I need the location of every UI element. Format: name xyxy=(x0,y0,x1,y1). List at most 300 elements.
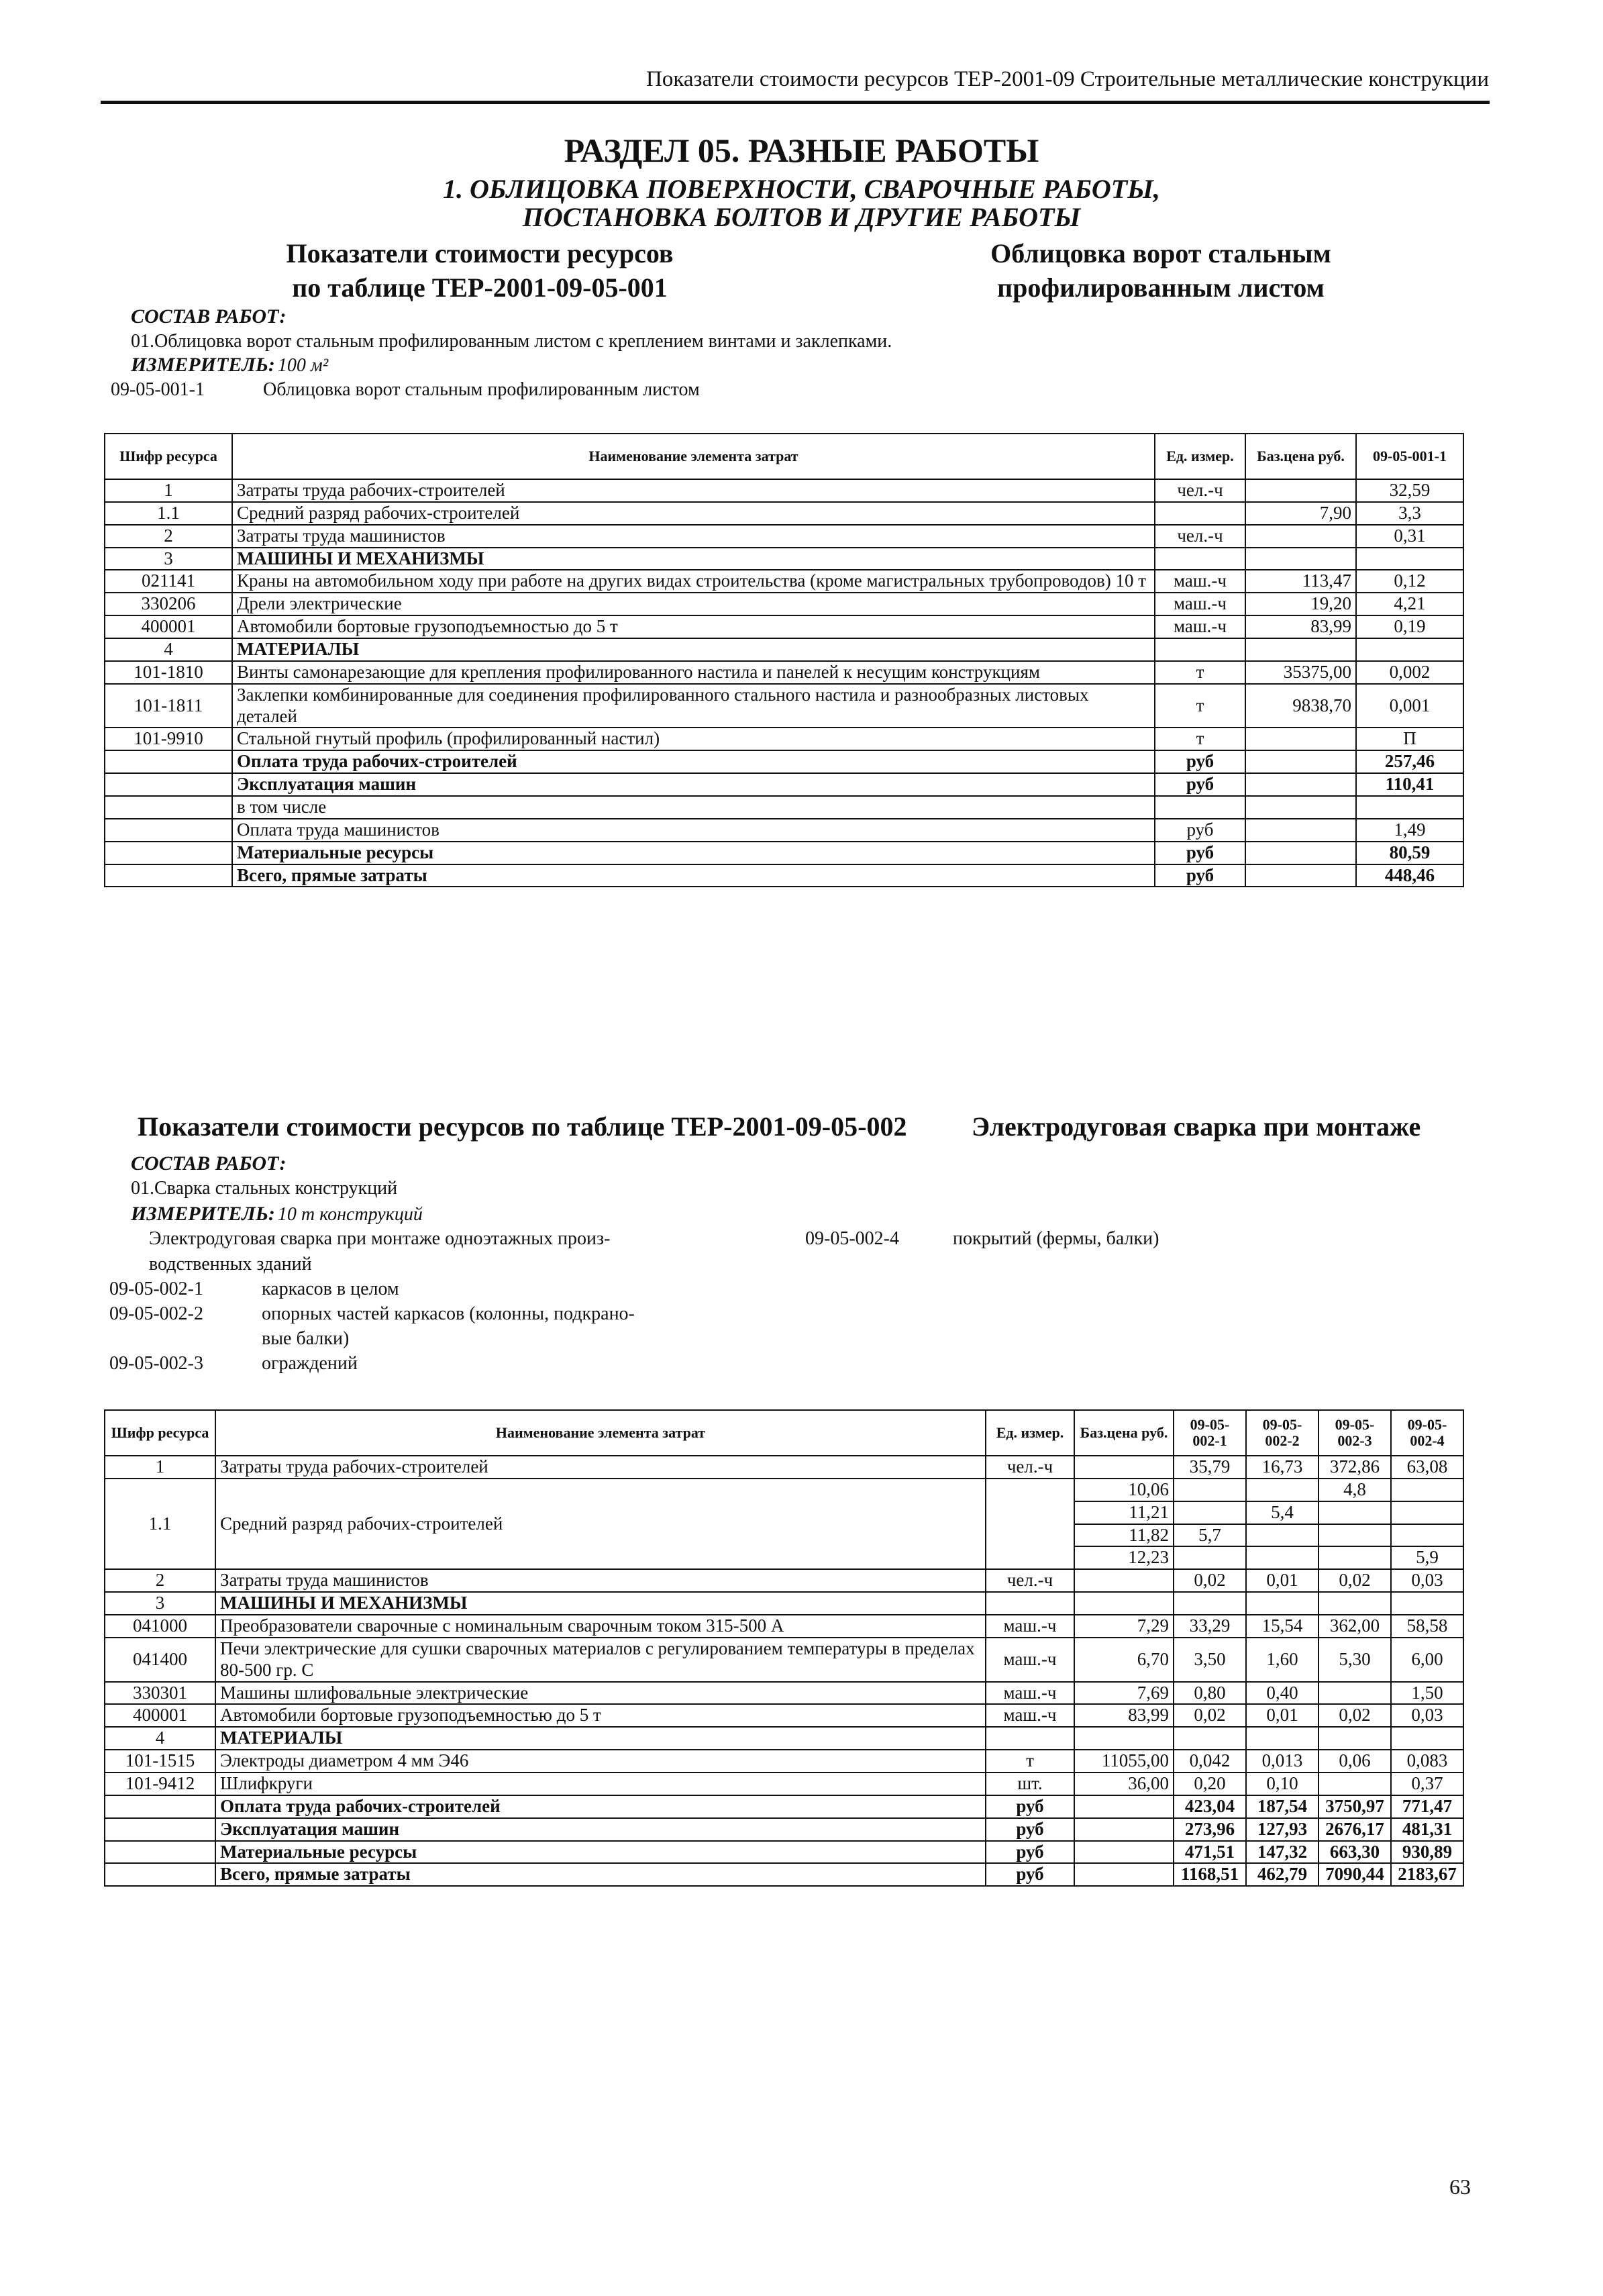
cell-value: 4,21 xyxy=(1356,593,1463,615)
cell-value-4: 0,03 xyxy=(1391,1704,1463,1727)
cell-unit: т xyxy=(1155,728,1245,750)
cell-value-3: 663,30 xyxy=(1318,1841,1391,1864)
table-row xyxy=(105,1456,1463,1479)
cell-price: 10,06 xyxy=(1074,1479,1174,1501)
cell-unit: маш.-ч xyxy=(986,1615,1074,1638)
col-header-value-1: 09-05-002-1 xyxy=(1174,1410,1246,1456)
cell-price xyxy=(1245,796,1356,819)
cell-value-2 xyxy=(1246,1727,1318,1750)
cell-name: Краны на автомобильном ходу при работе на других видах строительства (кроме магистральных трубопроводов) 10 т xyxy=(232,570,1155,593)
cell-price: 6,70 xyxy=(1074,1638,1174,1682)
summary-row xyxy=(105,1863,1463,1886)
work-name-2: Электродуговая сварка при монтаже xyxy=(972,1111,1421,1142)
cell-price: 11,21 xyxy=(1074,1501,1174,1524)
cell-value: 80,59 xyxy=(1356,842,1463,864)
composition-text-2: 01.Сварка стальных конструкций xyxy=(131,1178,398,1199)
cell-code: 101-1810 xyxy=(105,661,232,684)
cell-unit: шт. xyxy=(986,1773,1074,1795)
measure-line-1 xyxy=(131,354,328,377)
cell-unit: чел.-ч xyxy=(986,1456,1074,1479)
cell-value-2: 462,79 xyxy=(1246,1863,1318,1886)
cell-unit: руб xyxy=(986,1795,1074,1818)
summary-row xyxy=(105,1841,1463,1864)
cell-price: 19,20 xyxy=(1245,593,1356,615)
cell-value-3: 0,06 xyxy=(1318,1750,1391,1773)
cell-price: 7,29 xyxy=(1074,1615,1174,1638)
cell-price xyxy=(1245,864,1356,887)
cell-code xyxy=(105,842,232,864)
cell-value-1: 0,20 xyxy=(1174,1773,1246,1795)
cell-name: МАШИНЫ И МЕХАНИЗМЫ xyxy=(232,548,1155,570)
cell-name: Всего, прямые затраты xyxy=(232,864,1155,887)
measure-value-1: 100 м² xyxy=(277,355,329,376)
cell-value-2: 15,54 xyxy=(1246,1615,1318,1638)
cell-price xyxy=(1245,548,1356,570)
cell-value-4: 6,00 xyxy=(1391,1638,1463,1682)
cell-unit: маш.-ч xyxy=(1155,593,1245,615)
cell-code: 4 xyxy=(105,638,232,661)
cell-value-4: 930,89 xyxy=(1391,1841,1463,1864)
cell-value-4: 771,47 xyxy=(1391,1795,1463,1818)
cell-name: в том числе xyxy=(232,796,1155,819)
cell-value-2: 5,4 xyxy=(1246,1501,1318,1524)
cell-unit: т xyxy=(1155,661,1245,684)
cell-value-2 xyxy=(1246,1592,1318,1615)
cell-price xyxy=(1074,1795,1174,1818)
cell-value: 0,19 xyxy=(1356,615,1463,638)
cell-value-3: 4,8 xyxy=(1318,1479,1391,1501)
table-row xyxy=(105,1615,1463,1638)
cell-value-1: 5,7 xyxy=(1174,1524,1246,1547)
work-name-1-line1: Облицовка ворот стальным xyxy=(990,238,1331,268)
table-row xyxy=(105,570,1463,593)
cell-name: Материальные ресурсы xyxy=(232,842,1155,864)
cell-code: 3 xyxy=(105,1592,215,1615)
cell-name: МАТЕРИАЛЫ xyxy=(232,638,1155,661)
cell-name: Оплата труда рабочих-строителей xyxy=(232,750,1155,773)
cell-value-3 xyxy=(1318,1682,1391,1705)
cell-value-2: 127,93 xyxy=(1246,1818,1318,1841)
cell-code: 330301 xyxy=(105,1682,215,1705)
cell-value-3 xyxy=(1318,1727,1391,1750)
cell-value xyxy=(1356,796,1463,819)
table-row xyxy=(105,1727,1463,1750)
cell-price xyxy=(1074,1818,1174,1841)
section-title: РАЗДЕЛ 05. РАЗНЫЕ РАБОТЫ xyxy=(564,132,1039,169)
cost-table-1 xyxy=(104,433,1464,887)
cell-value-2 xyxy=(1246,1546,1318,1569)
cell-price: 11055,00 xyxy=(1074,1750,1174,1773)
cell-price xyxy=(1074,1569,1174,1592)
cell-price xyxy=(1245,773,1356,796)
summary-row xyxy=(105,842,1463,864)
cell-value-2 xyxy=(1246,1479,1318,1501)
code-2-2: 09-05-002-2 xyxy=(109,1303,203,1324)
cell-value-3 xyxy=(1318,1773,1391,1795)
table-row xyxy=(105,502,1463,525)
table-row xyxy=(105,728,1463,750)
cell-code: 101-9910 xyxy=(105,728,232,750)
table-row xyxy=(105,593,1463,615)
cell-price xyxy=(1245,525,1356,548)
cell-value-4: 0,03 xyxy=(1391,1569,1463,1592)
cell-price xyxy=(1245,842,1356,864)
cell-value-1: 0,042 xyxy=(1174,1750,1246,1773)
cell-value-2: 0,01 xyxy=(1246,1569,1318,1592)
cell-value-4: 481,31 xyxy=(1391,1818,1463,1841)
cell-code: 400001 xyxy=(105,615,232,638)
cell-unit: руб xyxy=(1155,819,1245,842)
cell-price xyxy=(1245,479,1356,502)
code-2-1-desc: каркасов в целом xyxy=(262,1279,399,1299)
table-row xyxy=(105,615,1463,638)
subsection-title-line2: ПОСТАНОВКА БОЛТОВ И ДРУГИЕ РАБОТЫ xyxy=(522,202,1081,232)
cell-value: 3,3 xyxy=(1356,502,1463,525)
desc-2-line2: водственных зданий xyxy=(149,1254,312,1275)
cell-unit: чел.-ч xyxy=(1155,479,1245,502)
cell-name: Затраты труда рабочих-строителей xyxy=(215,1456,986,1479)
measure-label-1: ИЗМЕРИТЕЛЬ: xyxy=(131,354,275,376)
cell-name: Эксплуатация машин xyxy=(232,773,1155,796)
cell-value-4: 5,9 xyxy=(1391,1546,1463,1569)
table-header-row xyxy=(105,434,1463,479)
cell-price xyxy=(1245,819,1356,842)
cell-code: 041400 xyxy=(105,1638,215,1682)
code-1: 09-05-001-1 xyxy=(111,379,205,400)
cell-name: Автомобили бортовые грузоподъемностью до 5 т xyxy=(215,1704,986,1727)
cell-unit: руб xyxy=(986,1841,1074,1864)
cell-name: Преобразователи сварочные с номинальным сварочным током 315-500 А xyxy=(215,1615,986,1638)
cell-name: Средний разряд рабочих-строителей xyxy=(232,502,1155,525)
cell-name: Дрели электрические xyxy=(232,593,1155,615)
cell-price xyxy=(1245,728,1356,750)
col-header-unit: Ед. измер. xyxy=(986,1410,1074,1456)
cell-code: 1.1 xyxy=(105,1479,215,1569)
cell-code: 3 xyxy=(105,548,232,570)
col-header-price: Баз.цена руб. xyxy=(1245,434,1356,479)
table-row xyxy=(105,1750,1463,1773)
cell-value-4 xyxy=(1391,1479,1463,1501)
cell-value-1: 0,02 xyxy=(1174,1569,1246,1592)
cell-value-2: 1,60 xyxy=(1246,1638,1318,1682)
indicator-title-1-line2: по таблице ТЕР-2001-09-05-001 xyxy=(292,272,668,303)
cell-value-2: 0,40 xyxy=(1246,1682,1318,1705)
cell-value-4: 63,08 xyxy=(1391,1456,1463,1479)
table-row xyxy=(105,1569,1463,1592)
col-header-value-2: 09-05-002-2 xyxy=(1246,1410,1318,1456)
cell-value: 0,12 xyxy=(1356,570,1463,593)
page-header: Показатели стоимости ресурсов ТЕР-2001-09 Строительные металлические конструкции xyxy=(646,67,1489,91)
composition-text-1: 01.Облицовка ворот стальным профилированным листом с креплением винтами и заклепками. xyxy=(131,331,892,352)
cell-price xyxy=(1074,1592,1174,1615)
cell-value-3 xyxy=(1318,1546,1391,1569)
col-header-value: 09-05-001-1 xyxy=(1356,434,1463,479)
cell-value-1: 35,79 xyxy=(1174,1456,1246,1479)
indicator-title-1 xyxy=(272,236,688,305)
cell-code: 1 xyxy=(105,1456,215,1479)
cell-unit: руб xyxy=(1155,842,1245,864)
summary-row xyxy=(105,750,1463,773)
col-header-code: Шифр ресурса xyxy=(105,1410,215,1456)
summary-row xyxy=(105,796,1463,819)
measure-label-2: ИЗМЕРИТЕЛЬ: xyxy=(131,1203,275,1225)
composition-label-2: СОСТАВ РАБОТ: xyxy=(131,1152,287,1175)
cell-name: Оплата труда рабочих-строителей xyxy=(215,1795,986,1818)
cell-unit: руб xyxy=(1155,773,1245,796)
col-header-unit: Ед. измер. xyxy=(1155,434,1245,479)
cell-price xyxy=(1245,750,1356,773)
summary-row xyxy=(105,819,1463,842)
cell-unit xyxy=(1155,548,1245,570)
cell-name: Шлифкруги xyxy=(215,1773,986,1795)
cell-code: 2 xyxy=(105,1569,215,1592)
cell-unit: т xyxy=(1155,684,1245,728)
cell-name: Электроды диаметром 4 мм Э46 xyxy=(215,1750,986,1773)
cell-value-3 xyxy=(1318,1524,1391,1547)
cost-table-2 xyxy=(104,1409,1464,1887)
table-row xyxy=(105,1638,1463,1682)
col-header-name: Наименование элемента затрат xyxy=(215,1410,986,1456)
cell-code xyxy=(105,796,232,819)
cell-unit: руб xyxy=(986,1818,1074,1841)
cell-name: МАТЕРИАЛЫ xyxy=(215,1727,986,1750)
cell-name: Материальные ресурсы xyxy=(215,1841,986,1864)
table-row xyxy=(105,1682,1463,1705)
cell-name: Винты самонарезающие для крепления профилированного настила и панелей к несущим конструкциям xyxy=(232,661,1155,684)
cell-price: 83,99 xyxy=(1074,1704,1174,1727)
indicator-title-1-line1: Показатели стоимости ресурсов xyxy=(286,238,674,268)
cell-code: 101-1515 xyxy=(105,1750,215,1773)
table-row xyxy=(105,1592,1463,1615)
cell-unit xyxy=(1155,502,1245,525)
cell-value-1: 3,50 xyxy=(1174,1638,1246,1682)
cell-value xyxy=(1356,548,1463,570)
cell-value-2: 0,01 xyxy=(1246,1704,1318,1727)
cell-name: Всего, прямые затраты xyxy=(215,1863,986,1886)
table-row xyxy=(105,638,1463,661)
cell-value-4 xyxy=(1391,1592,1463,1615)
cell-unit: маш.-ч xyxy=(1155,615,1245,638)
cell-value-1 xyxy=(1174,1592,1246,1615)
subsection-title-line1: 1. ОБЛИЦОВКА ПОВЕРХНОСТИ, СВАРОЧНЫЕ РАБОТЫ, xyxy=(443,174,1160,204)
cell-code: 101-1811 xyxy=(105,684,232,728)
cell-value-1: 0,02 xyxy=(1174,1704,1246,1727)
cell-value-1: 1168,51 xyxy=(1174,1863,1246,1886)
page-number: 63 xyxy=(1449,2175,1471,2199)
cell-value-4: 0,37 xyxy=(1391,1773,1463,1795)
cell-value-4 xyxy=(1391,1501,1463,1524)
cell-code: 400001 xyxy=(105,1704,215,1727)
cell-value-1: 0,80 xyxy=(1174,1682,1246,1705)
cell-value-1: 423,04 xyxy=(1174,1795,1246,1818)
cell-price: 7,90 xyxy=(1245,502,1356,525)
cell-value-2 xyxy=(1246,1524,1318,1547)
cell-code xyxy=(105,1841,215,1864)
cell-value: 110,41 xyxy=(1356,773,1463,796)
cell-value-1 xyxy=(1174,1546,1246,1569)
indicator-title-2: Показатели стоимости ресурсов по таблице ТЕР-2001-09-05-002 xyxy=(138,1111,907,1142)
code-2-3-desc: ограждений xyxy=(262,1353,358,1374)
cell-name: Затраты труда машинистов xyxy=(232,525,1155,548)
cell-unit xyxy=(986,1727,1074,1750)
table-row xyxy=(105,1479,1463,1501)
cell-name: Затраты труда рабочих-строителей xyxy=(232,479,1155,502)
cell-unit xyxy=(1155,638,1245,661)
cell-price: 11,82 xyxy=(1074,1524,1174,1547)
cell-value-1 xyxy=(1174,1727,1246,1750)
cell-name: Машины шлифовальные электрические xyxy=(215,1682,986,1705)
cell-name: Затраты труда машинистов xyxy=(215,1569,986,1592)
cell-name: Автомобили бортовые грузоподъемностью до 5 т xyxy=(232,615,1155,638)
measure-line-2 xyxy=(131,1203,423,1226)
header-rule xyxy=(101,101,1490,104)
cell-code xyxy=(105,819,232,842)
summary-row xyxy=(105,773,1463,796)
cell-value-3: 5,30 xyxy=(1318,1638,1391,1682)
cell-value-3 xyxy=(1318,1592,1391,1615)
cell-name: Оплата труда машинистов xyxy=(232,819,1155,842)
cell-code: 1 xyxy=(105,479,232,502)
cell-price: 113,47 xyxy=(1245,570,1356,593)
cell-unit: чел.-ч xyxy=(986,1569,1074,1592)
cell-code xyxy=(105,1863,215,1886)
cell-code: 041000 xyxy=(105,1615,215,1638)
cell-code: 2 xyxy=(105,525,232,548)
table-row xyxy=(105,548,1463,570)
cell-code: 330206 xyxy=(105,593,232,615)
cell-code: 101-9412 xyxy=(105,1773,215,1795)
table-row xyxy=(105,684,1463,728)
cell-price: 83,99 xyxy=(1245,615,1356,638)
cell-value-4 xyxy=(1391,1727,1463,1750)
cell-name: Заклепки комбинированные для соединения профилированного стального настила и разнообразных листовых деталей xyxy=(232,684,1155,728)
cell-value: 1,49 xyxy=(1356,819,1463,842)
cell-name: Средний разряд рабочих-строителей xyxy=(215,1479,986,1569)
cell-value-3: 3750,97 xyxy=(1318,1795,1391,1818)
cell-unit: чел.-ч xyxy=(1155,525,1245,548)
cell-value-3: 0,02 xyxy=(1318,1704,1391,1727)
cell-value-3: 372,86 xyxy=(1318,1456,1391,1479)
table-row xyxy=(105,1704,1463,1727)
work-name-1 xyxy=(973,236,1349,305)
code-2-2-desc: опорных частей каркасов (колонны, подкрано- xyxy=(262,1303,635,1324)
cell-value-2: 187,54 xyxy=(1246,1795,1318,1818)
cell-value: 0,31 xyxy=(1356,525,1463,548)
cell-unit: руб xyxy=(986,1863,1074,1886)
cell-value-4 xyxy=(1391,1524,1463,1547)
cell-price: 12,23 xyxy=(1074,1546,1174,1569)
col-header-value-4: 09-05-002-4 xyxy=(1391,1410,1463,1456)
cell-unit xyxy=(986,1479,1074,1569)
cell-value-3: 2676,17 xyxy=(1318,1818,1391,1841)
cell-unit xyxy=(986,1592,1074,1615)
cell-value xyxy=(1356,638,1463,661)
summary-row xyxy=(105,864,1463,887)
cell-price: 35375,00 xyxy=(1245,661,1356,684)
cell-value-4: 58,58 xyxy=(1391,1615,1463,1638)
col-header-price: Баз.цена руб. xyxy=(1074,1410,1174,1456)
cell-unit: маш.-ч xyxy=(986,1704,1074,1727)
col-header-name: Наименование элемента затрат xyxy=(232,434,1155,479)
cell-value-1: 471,51 xyxy=(1174,1841,1246,1864)
cell-value: 448,46 xyxy=(1356,864,1463,887)
work-name-1-line2: профилированным листом xyxy=(997,272,1325,303)
cell-unit xyxy=(1155,796,1245,819)
code-2-3: 09-05-002-3 xyxy=(109,1353,203,1374)
cell-value-3: 0,02 xyxy=(1318,1569,1391,1592)
cell-price: 7,69 xyxy=(1074,1682,1174,1705)
cell-name: Печи электрические для сушки сварочных материалов с регулированием температуры в пределах 80-500 гр. С xyxy=(215,1638,986,1682)
cell-value-2: 0,10 xyxy=(1246,1773,1318,1795)
cell-code xyxy=(105,1795,215,1818)
code-2-1: 09-05-002-1 xyxy=(109,1279,203,1299)
cell-value-4: 1,50 xyxy=(1391,1682,1463,1705)
cell-value-2: 16,73 xyxy=(1246,1456,1318,1479)
table-row xyxy=(105,1773,1463,1795)
cell-value-1 xyxy=(1174,1501,1246,1524)
cell-value: 0,001 xyxy=(1356,684,1463,728)
summary-row xyxy=(105,1818,1463,1841)
cell-code xyxy=(105,864,232,887)
cell-name: Эксплуатация машин xyxy=(215,1818,986,1841)
table-row xyxy=(105,661,1463,684)
cell-value-4: 2183,67 xyxy=(1391,1863,1463,1886)
cell-code: 1.1 xyxy=(105,502,232,525)
table-row xyxy=(105,525,1463,548)
cell-price xyxy=(1074,1727,1174,1750)
cell-value-1: 33,29 xyxy=(1174,1615,1246,1638)
composition-label-1: СОСТАВ РАБОТ: xyxy=(131,305,287,328)
cell-price: 36,00 xyxy=(1074,1773,1174,1795)
cell-unit: т xyxy=(986,1750,1074,1773)
cell-value: 32,59 xyxy=(1356,479,1463,502)
cell-value-1: 273,96 xyxy=(1174,1818,1246,1841)
cell-price xyxy=(1074,1863,1174,1886)
table-header-row xyxy=(105,1410,1463,1456)
cell-unit: маш.-ч xyxy=(986,1682,1074,1705)
cell-name: Стальной гнутый профиль (профилированный настил) xyxy=(232,728,1155,750)
cell-price xyxy=(1074,1456,1174,1479)
cell-unit: руб xyxy=(1155,864,1245,887)
summary-row xyxy=(105,1795,1463,1818)
cell-value-2: 0,013 xyxy=(1246,1750,1318,1773)
code-2-2-desc2: вые балки) xyxy=(262,1328,350,1349)
cell-code: 021141 xyxy=(105,570,232,593)
cell-value-3 xyxy=(1318,1501,1391,1524)
cell-name: МАШИНЫ И МЕХАНИЗМЫ xyxy=(215,1592,986,1615)
cell-price: 9838,70 xyxy=(1245,684,1356,728)
cell-code: 4 xyxy=(105,1727,215,1750)
col-header-code: Шифр ресурса xyxy=(105,434,232,479)
cell-code xyxy=(105,773,232,796)
cell-value-2: 147,32 xyxy=(1246,1841,1318,1864)
measure-value-2: 10 т конструкций xyxy=(277,1204,423,1225)
right-code-2: 09-05-002-4 xyxy=(805,1228,899,1249)
cell-code xyxy=(105,1818,215,1841)
cell-value-3: 7090,44 xyxy=(1318,1863,1391,1886)
cell-unit: маш.-ч xyxy=(1155,570,1245,593)
right-desc-2: покрытий (фермы, балки) xyxy=(953,1228,1159,1249)
cell-value-4: 0,083 xyxy=(1391,1750,1463,1773)
cell-value: 257,46 xyxy=(1356,750,1463,773)
cell-value-3: 362,00 xyxy=(1318,1615,1391,1638)
col-header-value-3: 09-05-002-3 xyxy=(1318,1410,1391,1456)
cell-price xyxy=(1245,638,1356,661)
code-desc-1: Облицовка ворот стальным профилированным листом xyxy=(263,379,700,400)
cell-price xyxy=(1074,1841,1174,1864)
desc-2-line1: Электродуговая сварка при монтаже одноэтажных произ- xyxy=(149,1228,611,1249)
cell-code xyxy=(105,750,232,773)
